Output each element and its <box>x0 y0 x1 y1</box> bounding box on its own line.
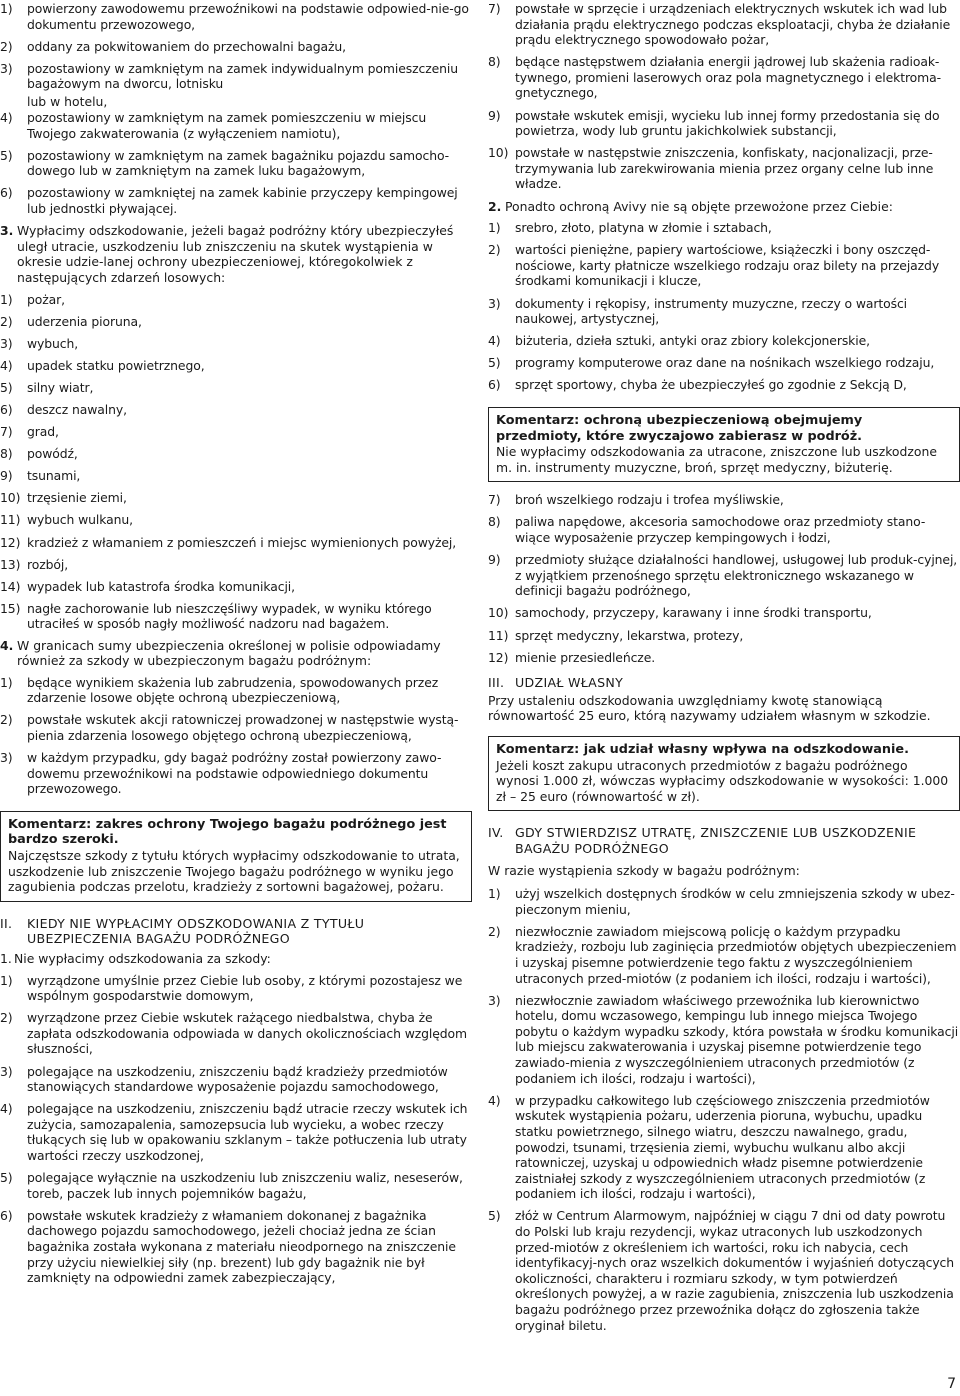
list-item <box>488 924 960 986</box>
list-item-number: 2) <box>0 38 13 54</box>
list-item-number: 14) <box>0 578 21 594</box>
item-list <box>0 292 472 633</box>
list-item-text: srebro, złoto, platyna w złomie i sztabach, <box>515 220 772 236</box>
list-item <box>488 552 960 599</box>
list-item-text: pozostawiony w zamkniętym na zamek pomieszczeniu w miejscu Twojego zakwaterowania (z wyłączeniem namiotu), <box>27 110 427 141</box>
list-item <box>0 39 472 55</box>
list-item <box>0 185 472 216</box>
list-item-text: polegające na uszkodzeniu, zniszczeniu bądź kradzieży przedmiotów stanowiących standardowe wyposażenie pojazdu samochodowego, <box>27 1063 448 1095</box>
list-item-text: wyrządzone umyślnie przez Ciebie lub osoby, z którymi pozostajesz we wspólnym gospodarstwie domowym, <box>27 972 463 1004</box>
list-item-text: powierzony zawodowemu przewoźnikowi na podstawie odpowied-nie-go dokumentu przewozowego, <box>27 1 469 32</box>
list-item-text: grad, <box>27 424 59 440</box>
list-item <box>0 1208 472 1286</box>
list-item-number: 4) <box>488 1092 501 1108</box>
list-item-text: upadek statku powietrznego, <box>27 357 205 373</box>
list-item-text: wypadek lub katastrofa środka komunikacji, <box>27 578 295 594</box>
list-item-text: pozostawiony w zamkniętej na zamek kabinie przyczepy kempingowej lub jednostki pływającej. <box>27 185 458 217</box>
list-item-number: 5) <box>0 379 13 395</box>
list-item <box>488 242 960 289</box>
list-item <box>0 512 472 528</box>
item-list <box>488 1 960 192</box>
list-item-text: powódź, <box>27 446 78 462</box>
section-heading-IV <box>488 825 960 856</box>
list-item <box>0 712 472 743</box>
list-item-number: 6) <box>0 401 13 417</box>
list-item <box>0 94 472 110</box>
list-item-number: 8) <box>488 54 501 70</box>
list-item-text: polegające na uszkodzeniu, zniszczeniu bądź utracie rzeczy wskutek ich zużycia, samozapalenia, samozepsucia lub wycieku, a wobec rzeczy tłukących się lub w opakowaniu szklanym – także potłuczenia lub utraty wartości rzeczy uszkodzonej, <box>27 1101 468 1164</box>
section-number: III. <box>488 675 505 691</box>
list-item-text: wartości pieniężne, papiery wartościowe, książeczki i bony oszczęd-nościowe, karty płatnicze wszelkiego rodzaju oraz bilety na przejazdy środkami komunikacji i klucze, <box>515 242 940 289</box>
list-item-number: 3) <box>0 1063 13 1079</box>
list-item-number: 9) <box>0 468 13 484</box>
list-item-number: 7) <box>0 424 13 440</box>
list-item <box>0 292 472 308</box>
list-item-text: pozostawiony w zamkniętym na zamek indywidualnym pomieszczeniu bagażowym na dworcu, lotnisku <box>27 60 458 92</box>
list-item <box>488 1208 960 1333</box>
list-item <box>488 993 960 1087</box>
list-item-text: rozbój, <box>27 556 69 572</box>
list-item <box>0 424 472 440</box>
item-list <box>0 675 472 797</box>
list-item-text: programy komputerowe oraz dane na nośnikach wszelkiego rodzaju, <box>515 355 935 371</box>
list-item-text: trzęsienie ziemi, <box>27 490 127 506</box>
list-item <box>488 145 960 192</box>
comment-text: Najczęstsze szkody z tytułu których wypłacimy odszkodowanie to utrata, uszkodzenie lub zniszczenie Twojego bagażu podróżnego w wyniku jego zagubienia podczas przelotu, kradzieży z sortowni bagażowej, pożaru. <box>8 848 460 895</box>
list-item <box>0 750 472 797</box>
list-item-text: złóż w Centrum Alarmowym, najpóźniej w ciągu 7 dni od daty powrotu do Polski lub kraju rezydencji, wykaz utraconych lub uszkodzonych przed-miotów z określeniem ich wartości, roku ich nabycia, cech identyfikacyj-nych oraz wszelkich dokumentów i wyjaśnień dotyczących okoliczności, charakteru i rozmiaru szkody, w tym potwierdzeń określonych powyżej, a w razie zagubienia, zniszczenia lub uszkodzenia bagażu podróżnego przez przewoźnika dołącz do zgłoszenia także oryginał biletu. <box>515 1208 955 1333</box>
list-item-number: 4) <box>488 333 501 349</box>
list-item-number: 2) <box>488 923 501 939</box>
section-text: Ponadto ochroną Avivy nie są objęte przewożone przez Ciebie: <box>505 198 893 214</box>
item-list <box>488 492 960 665</box>
list-item-text: tsunami, <box>27 468 81 484</box>
list-item-number: 1) <box>0 1 13 16</box>
list-item-text: będące następstwem działania energii jądrowej lub skażenia radioak-tywnego, promieni laserowych oraz pola magnetycznego i elektroma-gnetycznego, <box>515 54 941 101</box>
list-item-number: 15) <box>0 600 21 616</box>
list-item <box>0 1010 472 1057</box>
list-item-text: paliwa napędowe, akcesoria samochodowe oraz przedmioty stano-wiące wyposażenie przyczep kempingowych i łodzi, <box>515 514 926 546</box>
list-item-text: kradzież z włamaniem z pomieszczeń i miejsc wymienionych powyżej, <box>27 534 457 550</box>
list-item <box>0 490 472 506</box>
list-item-number: 11) <box>488 627 509 643</box>
comment-heading: Komentarz: zakres ochrony Twojego bagażu podróżnego jest bardzo szeroki. <box>8 816 447 848</box>
list-item-text: w przypadku całkowitego lub częściowego zniszczenia przedmiotów wskutek wystąpienia pożaru, uderzenia pioruna, wybuchu, upadku statku powietrznego, silnego wiatru, deszczu nawalnego, gradu, powodzi, tsunami, trzęsienia ziemi, wybuchu wulkanu albo akcji ratowniczej, uzyskaj u odpowiednich władz pisemne potwierdzenie zaistniałej szkody z wyszczególnieniem utraconych przedmiotów (z podaniem ich ilości, rodzaju i wartości), <box>515 1092 930 1202</box>
list-item <box>0 675 472 706</box>
section-3 <box>0 223 472 285</box>
section-1 <box>0 951 472 967</box>
list-item-number: 13) <box>0 556 21 572</box>
list-item-number: 9) <box>488 107 501 123</box>
list-item-text: dokumenty i rękopisy, instrumenty muzyczne, rzeczy o wartości naukowej, artystycznej, <box>515 295 908 327</box>
list-item-number: 5) <box>488 1208 501 1224</box>
list-item-text: uderzenia pioruna, <box>27 313 142 329</box>
section-number: 4. <box>0 637 14 653</box>
list-item-text: biżuteria, dzieła sztuki, antyki oraz zbiory kolekcjonerskie, <box>515 333 870 349</box>
comment-box <box>0 811 472 902</box>
list-item <box>488 108 960 139</box>
section-text: Nie wypłacimy odszkodowania za szkody: <box>14 951 271 966</box>
list-item-text: niezwłocznie zawiadom miejscową policję o każdym przypadku kradzieży, rozboju lub zaginięcia przedmiotów objętych ubezpieczeniem i uzyskaj pisemne potwierdzenie tego faktu z wyszczególnieniem utraconych przed-miotów (z podaniem ich ilości, rodzaju i wartości), <box>515 923 957 986</box>
list-item <box>0 61 472 92</box>
list-item-text: lub w hotelu, <box>27 94 108 110</box>
list-item <box>488 220 960 236</box>
comment-box <box>488 407 960 482</box>
list-item-number: 3) <box>0 750 13 766</box>
list-item <box>0 1101 472 1163</box>
list-item-number: 7) <box>488 1 501 16</box>
item-list <box>0 1 472 217</box>
list-item-number: 10) <box>0 490 21 506</box>
paragraph: W razie wystąpienia szkody w bagażu podróżnym: <box>488 862 800 878</box>
list-item <box>0 579 472 595</box>
list-item-number: 1) <box>488 886 501 902</box>
list-item-text: powstałe w sprzęcie i urządzeniach elektrycznych wskutek ich wad lub działania prądu elektrycznego podczas eksploatacji, chyba że działanie prądu elektrycznego spowodowało pożar, <box>515 1 951 48</box>
list-item-number: 8) <box>0 446 13 462</box>
section-heading-III <box>488 675 960 691</box>
list-item-number: 3) <box>488 992 501 1008</box>
list-item-text: mienie przesiedleńcze. <box>515 649 656 665</box>
list-item-number: 11) <box>0 512 21 528</box>
list-item-text: oddany za pokwitowaniem do przechowalni bagażu, <box>27 38 346 54</box>
list-item-number: 8) <box>488 514 501 530</box>
section-2 <box>488 199 960 215</box>
section-text: W granicach sumy ubezpieczenia określonej w polisie odpowiadamy również za szkody w ubezpieczonym bagażu podróżnym: <box>17 637 441 669</box>
list-item-text: pozostawiony w zamkniętym na zamek bagażniku pojazdu samocho-dowego lub w zamkniętym na zamek luku bagażowym, <box>27 147 450 179</box>
list-item <box>488 886 960 917</box>
list-item <box>0 535 472 551</box>
list-item-text: wyrządzone przez Ciebie wskutek rażącego niedbalstwa, chyba że zapłata odszkodowania odpowiada w danych okolicznościach względom słuszności, <box>27 1010 467 1057</box>
section-title: KIEDY NIE WYPŁACIMY ODSZKODOWANIA Z TYTUŁU UBEZPIECZENIA BAGAŻU PODRÓŻNEGO <box>27 915 365 947</box>
list-item-number: 6) <box>0 1207 13 1223</box>
list-item-text: polegające wyłącznie na uszkodzeniu lub zniszczeniu waliz, neseserów, toreb, paczek lub innych pojemników bagażu, <box>27 1170 463 1201</box>
list-item <box>0 1170 472 1201</box>
item-list <box>0 973 472 1286</box>
comment-heading: Komentarz: jak udział własny wpływa na odszkodowanie. <box>496 741 909 757</box>
right-column <box>488 0 960 1340</box>
comment-text: Jeżeli koszt zakupu utraconych przedmiotów z bagażu podróżnego wynosi 1.000 zł, wówczas wypłacimy odszkodowanie w wysokości: 1.000 zł – 25 euro (równowartość w zł). <box>496 757 949 804</box>
list-item-text: użyj wszelkich dostępnych środków w celu zmniejszenia szkody w ubez-pieczonym mieniu, <box>515 886 955 917</box>
list-item <box>488 54 960 101</box>
list-item-number: 1) <box>488 220 501 236</box>
list-item-text: deszcz nawalny, <box>27 401 127 417</box>
list-item-text: sprzęt medyczny, lekarstwa, protezy, <box>515 627 744 643</box>
list-item-text: powstałe wskutek emisji, wycieku lub innej formy przedostania się do powietrza, wody lub gruntu jakichkolwiek substancji, <box>515 107 940 139</box>
list-item-text: nagłe zachorowanie lub nieszczęśliwy wypadek, w wyniku którego utraciłeś w sposób nagły możliwość nadzoru nad bagażem. <box>27 600 432 632</box>
list-item <box>488 377 960 393</box>
list-item-number: 3) <box>488 295 501 311</box>
list-item-text: samochody, przyczepy, karawany i inne środki transportu, <box>515 605 872 621</box>
list-item-text: silny wiatr, <box>27 379 94 395</box>
list-item-number: 10) <box>488 145 509 161</box>
list-item-number: 5) <box>488 355 501 371</box>
list-item-text: będące wynikiem skażenia lub zabrudzenia, spowodowanych przez zdarzenie losowe objęte ochroną ubezpieczeniową, <box>27 674 439 706</box>
list-item-text: powstałe wskutek akcji ratowniczej prowadzonej w następstwie wystą-pienia zdarzenia losowego objętego ochroną ubezpieczeniową, <box>27 712 459 743</box>
list-item-number: 6) <box>488 377 501 393</box>
section-title: UDZIAŁ WŁASNY <box>515 675 624 691</box>
list-item <box>488 492 960 508</box>
section-heading-II <box>0 916 472 947</box>
list-item-number: 2) <box>0 313 13 329</box>
list-item-text: powstałe wskutek kradzieży z włamaniem dokonanej z bagażnika dachowego pojazdu samochodowego, jeżeli chociaż jedna ze ścian bagażnika została wykonana z materiału nieodpornego na zniszczenie przy użyciu niewielkiej siły (np. brezent) lub gdy bagażnik nie był zamknięty na odpowiedni zamek zabezpieczający, <box>27 1207 456 1286</box>
list-item-text: wybuch, <box>27 335 79 351</box>
list-item <box>0 148 472 179</box>
list-item <box>0 557 472 573</box>
list-item-number: 9) <box>488 552 501 568</box>
comment-heading: Komentarz: ochroną ubezpieczeniową obejmujemy przedmioty, które zwyczajowo zabierasz w podróż. <box>496 412 863 444</box>
list-item-number: 2) <box>488 242 501 258</box>
list-item <box>0 336 472 352</box>
list-item-number: 1) <box>0 674 13 690</box>
list-item-text: wybuch wulkanu, <box>27 512 133 528</box>
page-number: 7 <box>947 1376 956 1392</box>
list-item <box>0 601 472 632</box>
list-item-number: 2) <box>0 712 13 728</box>
section-number: II. <box>0 915 13 931</box>
list-item <box>0 446 472 462</box>
list-item-text: pożar, <box>27 291 65 307</box>
section-number: 2. <box>488 198 502 214</box>
list-item <box>0 1 472 32</box>
section-number: 3. <box>0 223 14 239</box>
list-item-number: 4) <box>0 357 13 373</box>
list-item <box>0 973 472 1004</box>
list-item <box>0 110 472 141</box>
list-item <box>488 514 960 545</box>
comment-text: Nie wypłacimy odszkodowania za utracone, zniszczone lub uszkodzone m. in. instrumenty muzyczne, broń, sprzęt medyczny, biżuterię. <box>496 444 937 475</box>
list-item-number: 1) <box>0 972 13 988</box>
list-item <box>488 333 960 349</box>
list-item <box>488 296 960 327</box>
list-item <box>488 628 960 644</box>
list-item-number: 1) <box>0 291 13 307</box>
list-item-text: przedmioty służące działalności handlowej, usługowej lub produk-cyjnej, z wyjątkiem przenośnego sprzętu elektronicznego wskazanego w definicji bagażu podróżnego, <box>515 552 958 599</box>
item-list <box>488 886 960 1333</box>
list-item-number: 6) <box>0 185 13 201</box>
list-item-text: w każdym przypadku, gdy bagaż podróżny został powierzony zawo-dowemu przewoźnikowi na podstawie odpowiedniego dokumentu przewozowego. <box>27 750 442 797</box>
comment-box <box>488 736 960 811</box>
list-item <box>488 1093 960 1202</box>
list-item-text: niezwłocznie zawiadom właściwego przewoźnika lub kierownictwo hotelu, domu wczasowego, kempingu lub innego miejsca Twojego pobytu o każdym wypadku szkody, która powstała w środku komunikacji lub miejscu zakwaterowania i uzyskaj pisemne potwierdzenie tego zawiado-mienia z wyszczególnieniem utraconych przedmiotów (z podaniem ich ilości, rodzaju i wartości), <box>515 992 959 1086</box>
list-item-number: 2) <box>0 1010 13 1026</box>
left-column <box>0 0 472 1292</box>
list-item <box>0 468 472 484</box>
list-item <box>488 605 960 621</box>
list-item <box>488 355 960 371</box>
list-item-number: 4) <box>0 1101 13 1117</box>
list-item-text: powstałe w następstwie zniszczenia, konfiskaty, nacjonalizacji, prze-trzymywania lub zarekwirowania mienia przez organy celne lub inne władze. <box>515 145 934 192</box>
list-item-number: 5) <box>0 147 13 163</box>
list-item-text: sprzęt sportowy, chyba że ubezpieczyłeś go zgodnie z Sekcją D, <box>515 377 907 393</box>
paragraph: Przy ustaleniu odszkodowania uwzględniamy kwotę stanowiącą równowartość 25 euro, którą nazywamy udziałem własnym w szkodzie. <box>488 692 931 724</box>
list-item <box>0 314 472 330</box>
list-item-number: 12) <box>488 649 509 665</box>
list-item-number: 5) <box>0 1170 13 1186</box>
list-item <box>488 1 960 48</box>
section-text: Wypłacimy odszkodowanie, jeżeli bagaż podróżny który ubezpieczyłeś uległ utracie, uszkodzeniu lub zniszczeniu na skutek wystąpienia w okresie udzie-lanej ochrony ubezpieczeniowej, któregokolwiek z następujących zdarzeń losowych: <box>17 223 454 285</box>
list-item <box>0 402 472 418</box>
list-item <box>0 358 472 374</box>
list-item <box>488 650 960 666</box>
list-item-number: 3) <box>0 335 13 351</box>
list-item <box>0 1064 472 1095</box>
section-title: GDY STWIERDZISZ UTRATĘ, ZNISZCZENIE LUB USZKODZENIE BAGAŻU PODRÓŻNEGO <box>515 825 917 856</box>
list-item-text: broń wszelkiego rodzaju i trofea myśliwskie, <box>515 492 784 508</box>
section-number: 1. <box>0 951 12 966</box>
list-item-number: 3) <box>0 60 13 76</box>
list-item-number: 12) <box>0 534 21 550</box>
list-item-number: 4) <box>0 110 13 126</box>
section-number: IV. <box>488 825 504 841</box>
list-item-number: 7) <box>488 492 501 508</box>
list-item-number: 10) <box>488 605 509 621</box>
list-item <box>0 380 472 396</box>
item-list <box>488 220 960 393</box>
section-4 <box>0 638 472 669</box>
